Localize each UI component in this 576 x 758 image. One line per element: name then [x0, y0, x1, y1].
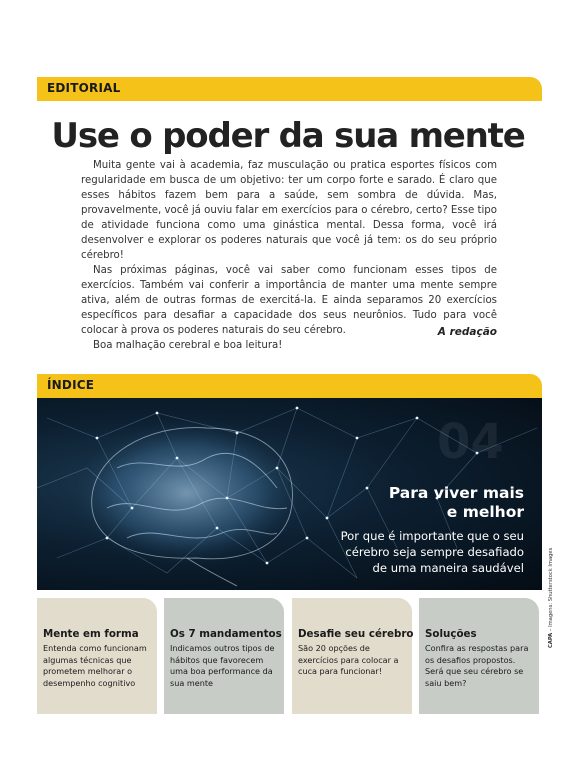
- editorial-paragraph: Muita gente vai à academia, faz musculação ou pratica esportes físicos com regularidade em busca de um objetivo: ter um corpo forte e sarado. É claro que esses hábitos fazem bem para a saúde, sem sombra de dúvida. Mas, provavelmente, você já ouviu falar em exercícios para o cérebro, certo? Esse tipo de atividade funciona como uma ginástica mental. Dessa forma, você irá desenvolver e explorar os poderes naturais que você já tem: os do seu próprio cérebro!: [81, 160, 497, 261]
- editorial-section-label: EDITORIAL: [47, 81, 121, 95]
- hero-subtitle-line: cérebro seja sempre desafiado: [345, 545, 524, 559]
- index-card-mente-em-forma[interactable]: [37, 598, 157, 714]
- hero-title-line: Para viver mais: [388, 484, 524, 502]
- indice-section-label: ÍNDICE: [47, 378, 95, 392]
- card-title: Mente em forma: [43, 628, 139, 640]
- card-text: São 20 opções de exercícios para colocar a cuca para funcionar!: [298, 643, 399, 676]
- card-text: Entenda como funcionam algumas técnicas que prometem melhorar o desempenho cognitivo: [43, 643, 147, 688]
- page-title: Use o poder da sua mente: [51, 116, 525, 156]
- card-title: Soluções: [425, 628, 477, 640]
- indice-section-band: [37, 374, 542, 398]
- svg-text:04: 04: [437, 414, 504, 470]
- hero-title: [284, 484, 524, 522]
- card-title: Desafie seu cérebro: [298, 628, 414, 640]
- card-title: Os 7 mandamentos: [170, 628, 282, 640]
- card-text: Indicamos outros tipos de hábitos que favorecem uma boa performance da sua mente: [170, 643, 275, 688]
- card-text: Confira as respostas para os desafios propostos. Será que seu cérebro se saiu bem?: [425, 643, 529, 688]
- editorial-section-band: [37, 77, 542, 101]
- index-card-os-7-mandamentos[interactable]: [164, 598, 284, 714]
- hero-subtitle: [284, 528, 524, 576]
- hero-feature[interactable]: [37, 398, 542, 590]
- index-card-desafie-seu-cerebro[interactable]: [292, 598, 412, 714]
- hero-subtitle-line: de uma maneira saudável: [372, 561, 524, 575]
- index-card-solucoes[interactable]: [419, 598, 539, 714]
- credit-detail: – Imagens: Shutterstock Images: [548, 547, 554, 633]
- editorial-paragraph: Boa malhação cerebral e boa leitura!: [93, 340, 283, 351]
- editorial-signature: A redação: [437, 326, 497, 338]
- editorial-paragraph: Nas próximas páginas, você vai saber como funcionam esses tipos de exercícios. Também vai conferir a importância de manter uma mente sempre ativa, além de outras formas de exercitá-la. E ainda separamos 20 exercícios específicos para desafiar a capacidade dos seus neurônios. Tudo para você colocar à prova os poderes naturais do seu cérebro.: [81, 265, 497, 336]
- image-credit-text: [548, 548, 554, 648]
- hero-title-line: e melhor: [446, 503, 524, 521]
- editorial-body: [81, 158, 497, 353]
- hero-subtitle-line: Por que é importante que o seu: [340, 529, 524, 543]
- credit-label: CAPA: [548, 632, 554, 648]
- image-credit: [548, 547, 558, 660]
